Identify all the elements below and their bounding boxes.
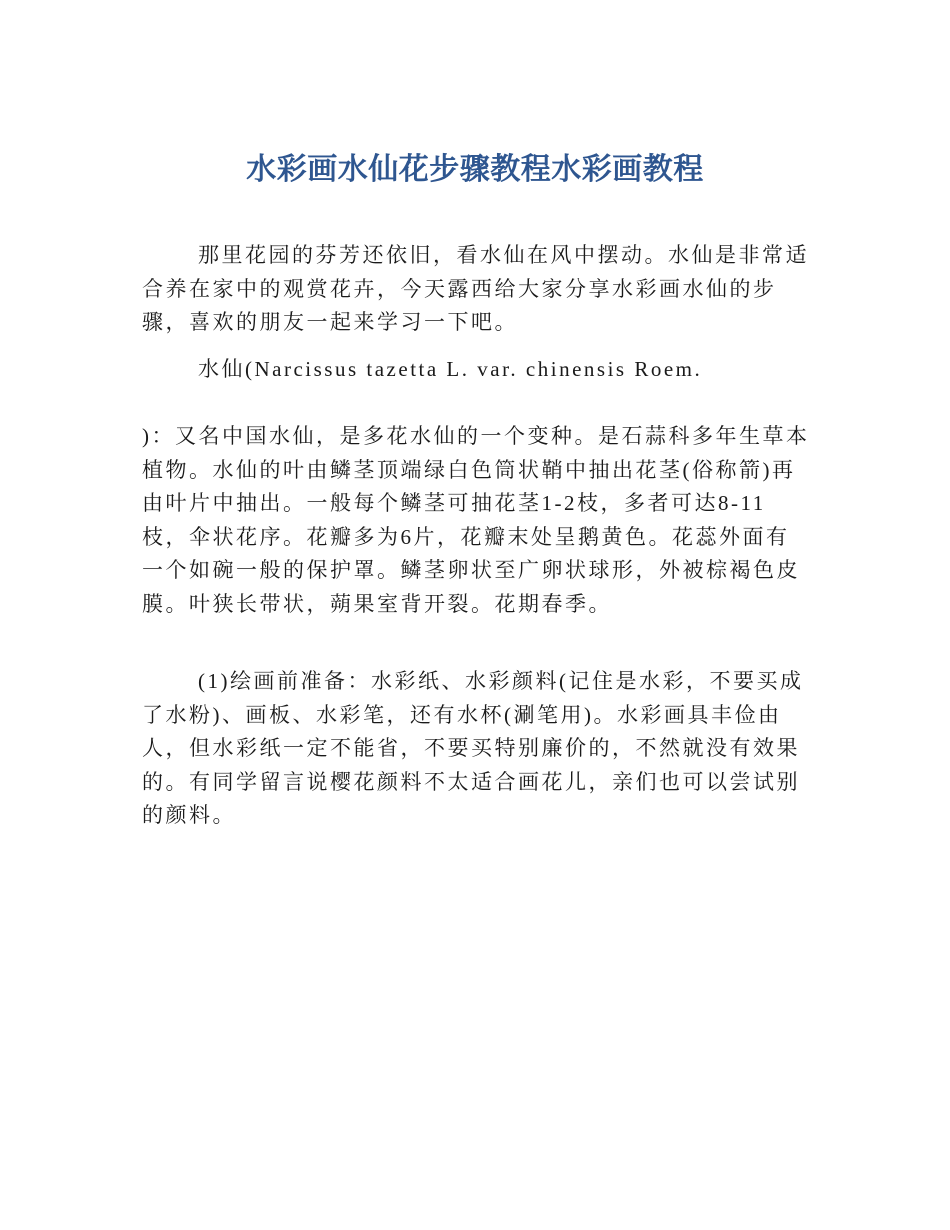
preparation-paragraph: (1)绘画前准备：水彩纸、水彩颜料(记住是水彩，不要买成了水粉)、画板、水彩笔，还有水杯(涮笔用)。水彩画具丰俭由人，但水彩纸一定不能省，不要买特别廉价的，不然就没有效果的。有同学留言说樱花颜料不太适合画花儿，亲们也可以尝试别的颜料。 [142,669,804,827]
intro-paragraph: 那里花园的芬芳还依旧，看水仙在风中摆动。水仙是非常适合养在家中的观赏花卉，今天露西给大家分享水彩画水仙的步骤，喜欢的朋友一起来学习一下吧。 [142,243,809,334]
narcissus-description-paragraph: )：又名中国水仙，是多花水仙的一个变种。是石蒜科多年生草本植物。水仙的叶由鳞茎顶端绿白色筒状鞘中抽出花茎(俗称箭)再由叶片中抽出。一般每个鳞茎可抽花茎1-2枝，多者可达8-11枝，伞状花序。花瓣多为6片，花瓣末处呈鹅黄色。花蕊外面有一个如碗一般的保护罩。鳞茎卵状至广卵状球形，外被棕褐色皮膜。叶狭长带状，蒴果室背开裂。花期春季。 [142,424,810,616]
narcissus-name-paragraph: 水仙(Narcissus tazetta L. var. chinensis Roem. [198,357,703,381]
document-title: 水彩画水仙花步骤教程水彩画教程 [246,152,704,187]
